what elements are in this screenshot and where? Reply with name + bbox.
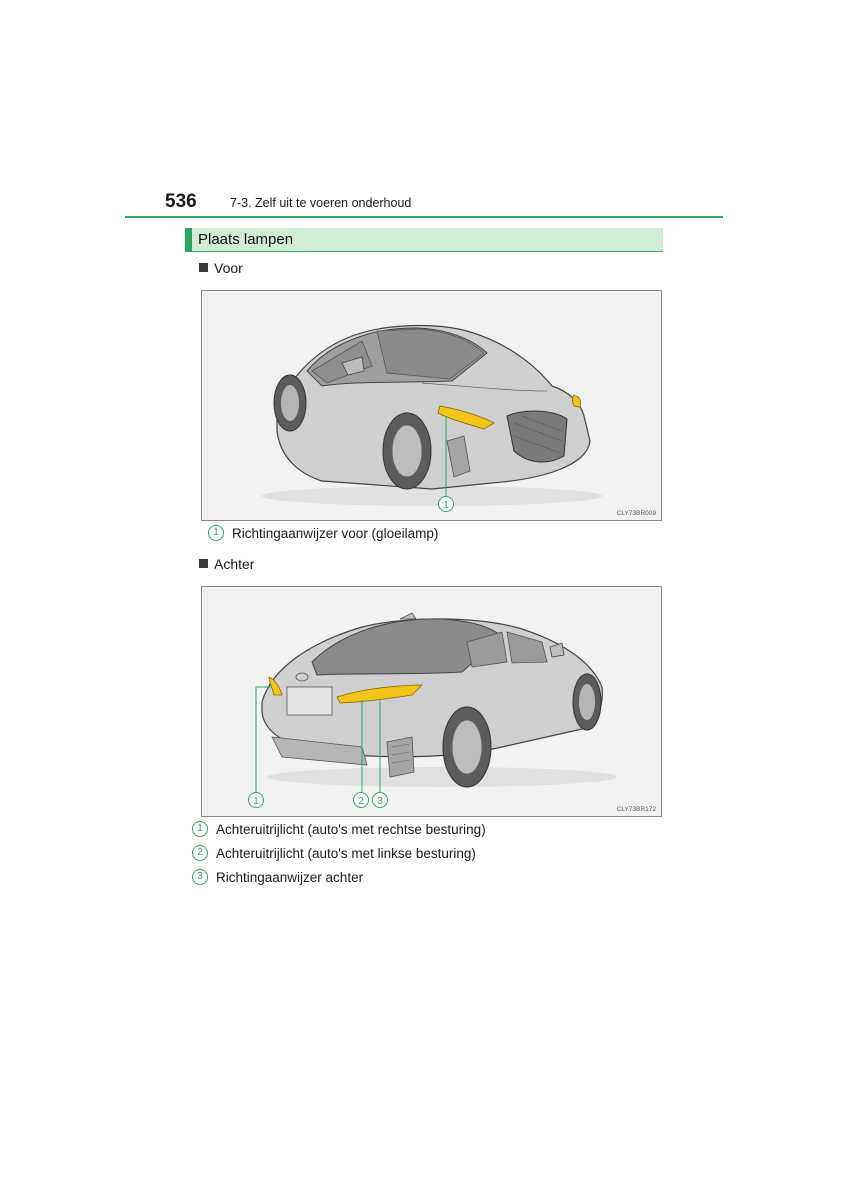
square-bullet-icon [199,559,208,568]
rear-car-figure [201,586,662,817]
rear-car-illustration [202,587,662,817]
page-header [165,191,725,219]
square-bullet-icon [199,263,208,272]
front-heading [199,260,243,276]
legend-text: Richtingaanwijzer achter [216,869,364,885]
rear-callout-3: 3 [377,796,383,807]
header-divider [125,216,723,218]
legend-number-3: 3 [192,869,208,885]
legend-text: Achteruitrijlicht (auto's met linkse besturing) [216,845,476,861]
legend-number-1: 1 [192,821,208,837]
rear-callout-2: 2 [358,796,364,807]
page-number: 536 [165,191,197,212]
rear-legend-item-2 [192,845,476,861]
legend-number-2: 2 [192,845,208,861]
front-car-figure [201,290,662,521]
chapter-title: 7-3. Zelf uit te voeren onderhoud [230,196,412,210]
rear-legend-item-3 [192,869,363,885]
rear-callout-1: 1 [253,796,259,807]
rear-heading-text: Achter [214,556,255,572]
rear-heading [199,556,254,572]
front-legend-item-1 [208,525,438,541]
legend-number-1: 1 [208,525,224,541]
rear-figure-code: CLY73BR172 [616,806,656,813]
front-heading-text: Voor [214,260,243,276]
front-figure-code: CLY73BR009 [616,510,656,517]
section-title: Plaats lampen [198,231,294,248]
rear-legend-item-1 [192,821,486,837]
legend-text: Richtingaanwijzer voor (gloeilamp) [232,525,439,541]
front-car-illustration [202,291,662,521]
section-title-box [185,228,663,252]
legend-text: Achteruitrijlicht (auto's met rechtse besturing) [216,821,486,837]
front-callout-1: 1 [443,500,449,511]
